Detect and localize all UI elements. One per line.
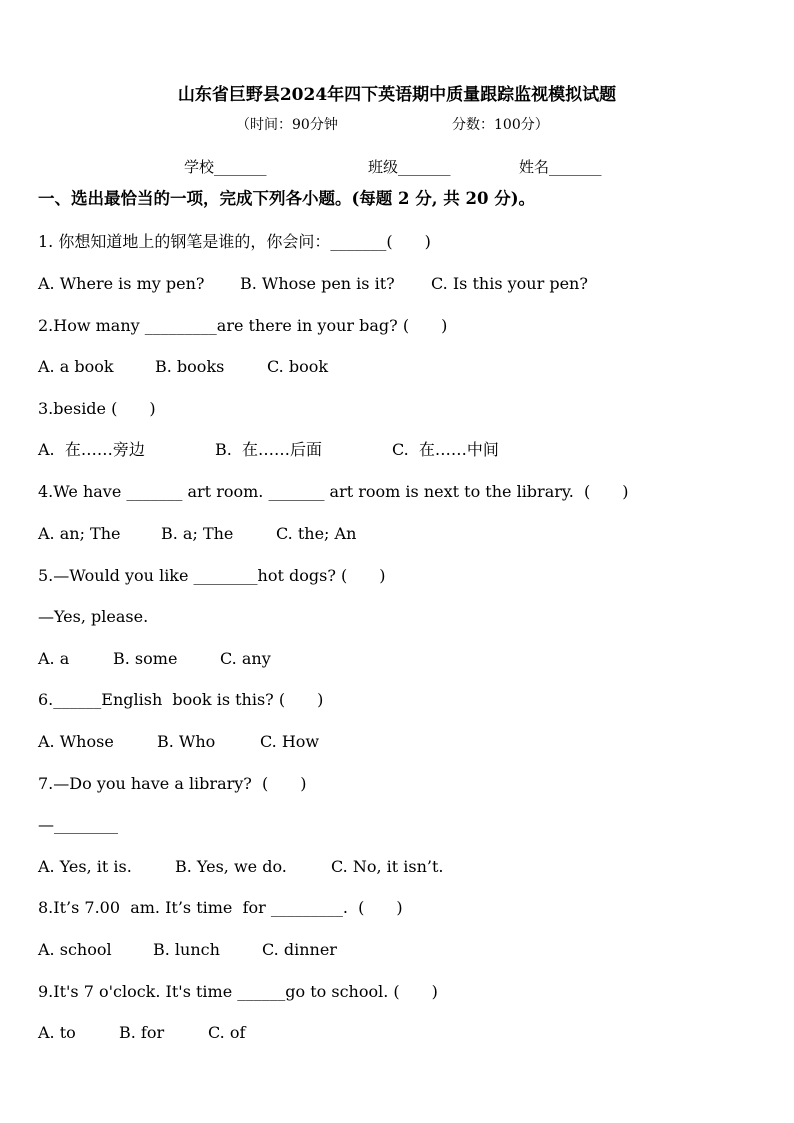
option-b: B. Whose pen is it?: [240, 274, 395, 293]
option-b: B. Who: [157, 732, 216, 751]
option-a: A. Whose: [38, 732, 114, 751]
option-a: A. Yes, it is.: [38, 857, 132, 876]
option-c: C. dinner: [262, 940, 337, 959]
option-a: A. school: [38, 940, 112, 959]
exam-time: （时间：90分钟: [236, 117, 338, 133]
question-response: —________: [38, 815, 118, 834]
option-a: A. an; The: [38, 524, 121, 543]
question-stem: 5.—Would you like ________hot dogs? ( ): [38, 566, 386, 585]
option-b: B. lunch: [153, 940, 220, 959]
option-a: A. a book: [38, 357, 114, 376]
exam-score: 分数：100分）: [452, 117, 549, 133]
option-c: C. of: [208, 1023, 246, 1042]
question-stem: 3.beside ( ): [38, 399, 156, 418]
question-stem: 8.It’s 7.00 am. It’s time for _________. ( ): [38, 898, 403, 917]
option-a: A. a: [38, 649, 70, 668]
option-a: A. 在……旁边: [38, 440, 145, 459]
question-stem: 1. 你想知道地上的钢笔是谁的，你会问：_______( ): [38, 232, 431, 251]
option-c: C. book: [267, 357, 329, 376]
option-c: C. 在……中间: [392, 440, 499, 459]
exam-title: 山东省巨野县2024年四下英语期中质量跟踪监视模拟试题: [177, 85, 617, 105]
school-field: 学校_______: [184, 158, 267, 176]
section-heading: 一、选出最恰当的一项，完成下列各小题。(每题 2 分, 共 20 分)。: [38, 189, 536, 208]
option-b: B. for: [119, 1023, 165, 1042]
name-field: 姓名_______: [519, 158, 602, 176]
option-c: C. the; An: [276, 524, 357, 543]
option-c: C. Is this your pen?: [431, 274, 588, 293]
question-stem: 6.______English book is this? ( ): [38, 690, 324, 709]
option-b: B. books: [155, 357, 225, 376]
option-c: C. any: [220, 649, 271, 668]
question-stem: 2.How many _________are there in your bag? ( ): [38, 316, 448, 335]
option-b: B. Yes, we do.: [175, 857, 287, 876]
option-b: B. a; The: [161, 524, 234, 543]
option-a: A. Where is my pen?: [38, 274, 205, 293]
class-field: 班级_______: [368, 158, 451, 176]
question-stem: 9.It's 7 o'clock. It's time ______go to school. ( ): [38, 982, 438, 1001]
question-stem: 4.We have _______ art room. _______ art room is next to the library. ( ): [38, 482, 629, 501]
option-b: B. some: [113, 649, 178, 668]
option-c: C. How: [260, 732, 320, 751]
option-b: B. 在……后面: [215, 440, 323, 459]
question-response: —Yes, please.: [38, 607, 149, 626]
option-a: A. to: [38, 1023, 76, 1042]
option-c: C. No, it isn’t.: [331, 857, 444, 876]
question-stem: 7.—Do you have a library? ( ): [38, 774, 307, 793]
